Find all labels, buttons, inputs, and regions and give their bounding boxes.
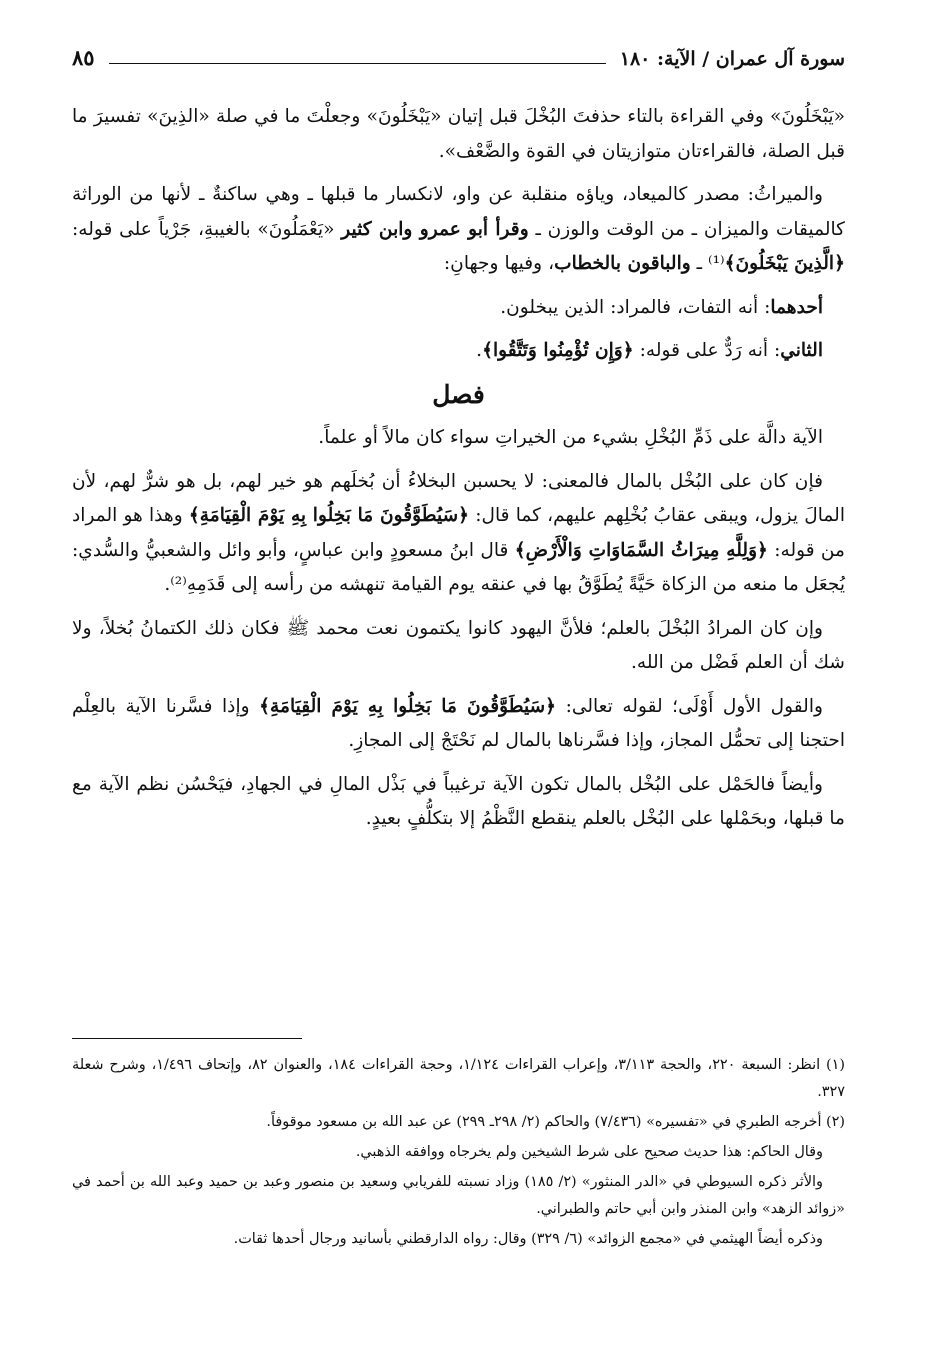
paragraph: [72, 178, 845, 282]
text: : أنه رَدٌّ على قوله:: [633, 340, 781, 361]
section-heading: فصل: [432, 379, 485, 409]
quran-quote: ﴿سَيُطَوَّقُونَ مَا بَخِلُوا بِهِ يَوْمَ الْقِيَامَةِ﴾: [259, 695, 557, 717]
footnote-2: (٢) أخرجه الطبري في «تفسيره» (٧/٤٣٦) والحاكم (٢/ ٢٩٨ـ ٢٩٩) عن عبد الله بن مسعود موقوفاً.: [266, 1114, 845, 1130]
text: ، وفيها وجهانِ:: [443, 253, 555, 274]
text: والميراثُ: مصدر كالميعاد، وياؤه منقلبة عن واو، لانكسار ما قبلها ـ وهي ساكنةٌ ـ لأنها من الوراثة كالميقات والميزان ـ من الوقت والوزن ـ: [72, 184, 846, 240]
paragraph: [72, 334, 845, 369]
bold-readers-rest: والباقون بالخطاب: [554, 253, 691, 274]
quran-quote: ﴿وَإِن تُؤْمِنُوا وَتَتَّقُوا﴾: [482, 340, 634, 361]
paragraph: [72, 100, 845, 169]
running-header: [72, 32, 845, 72]
text: الآية دالَّة على ذَمِّ البُخْلِ بشيء من الخيراتِ سواء كان مالاً أو علماً.: [318, 427, 823, 448]
footnote-ref: ⁽¹⁾ ـ: [690, 253, 725, 274]
text: : أنه التفات، فالمراد: الذين يبخلون.: [500, 296, 771, 318]
footnotes: [72, 1052, 845, 1256]
text: قال ابنُ مسعودٍ وابن عباسٍ، وأبو وائل والشعبيُّ والسُّدي: يُجعَل ما منعه من الزكاة حَيَّةً يُطَوَّقُ بها في عنقه يوم القيامة تنهشه من رأسه إلى قَدَمِهِ⁽²⁾.: [72, 539, 845, 595]
text: وأيضاً فالحَمْل على البُخْل بالمال تكون الآية ترغيباً في بَذْل المالِ في الجهادِ، فيَحْسُن نظم الآية مع ما قبلها، وبحَمْلها على البُخْل بالعلم ينقطع النَّظْمُ إلا بتكلُّفٍ بعيدٍ.: [72, 773, 845, 829]
text: وإن كان المرادُ البُخْلَ بالعلم؛ فلأنَّ اليهود كانوا يكتمون نعت محمد ﷺ فكان ذلك الكتمانُ بُخلاً، ولا شك أن العلم فَضْل من الله.: [72, 617, 845, 673]
page-number: ٨٥: [72, 45, 95, 70]
paragraph: [72, 465, 845, 603]
text: وهذا هو المراد من قوله:: [72, 505, 845, 561]
quran-quote: ﴿وَلِلَّهِ مِيرَاثُ السَّمَاوَاتِ وَالْأَرْضِ﴾: [514, 539, 768, 561]
footnote-2-note: وذكره أيضاً الهيثمي في «مجمع الزوائد» (٦/ ٣٢٩) وقال: رواه الدارقطني بأسانيد ورجال أحدها ثقات.: [233, 1231, 823, 1247]
text: والقول الأول أَوْلَى؛ لقوله تعالى:: [556, 695, 823, 717]
paragraph: [72, 612, 845, 681]
main-text: [72, 100, 845, 846]
quran-quote: ﴿سَيُطَوَّقُونَ مَا بَخِلُوا بِهِ يَوْمَ الْقِيَامَةِ﴾: [188, 505, 470, 526]
paragraph: [72, 291, 845, 326]
bold-reader-names: وقرأ أبو عمرو وابن كثير: [341, 218, 529, 240]
header-rule: [109, 63, 606, 64]
bold-label-second: الثاني: [780, 340, 823, 361]
text: وإذا فسَّرنا الآية بالعِلْم احتجنا إلى تحمُّل المجاز، وإذا فسَّرناها بالمال لم نَحْتَجْ إلى المجازِ.: [72, 695, 845, 751]
text: .: [476, 340, 483, 361]
paragraph: [72, 690, 845, 759]
text: فإن كان على البُخْل بالمال فالمعنى: لا يحسبن البخلاءُ أن بُخلَهم هو خير لهم، بل هو شرٌّ لهم، لأن المالَ يزول، ويبقى عقابُ بُخْلِهم عليهم، كما قال:: [72, 470, 845, 526]
footnote-2-note: وقال الحاكم: هذا حديث صحيح على شرط الشيخين ولم يخرجاه ووافقه الذهبي.: [355, 1144, 823, 1160]
quran-quote: ﴿الَّذِينَ يَبْخَلُونَ﴾: [724, 253, 845, 274]
surah-verse-title: سورة آل عمران / الآية: ١٨٠: [619, 48, 845, 70]
text: «يَبْخَلُونَ» وفي القراءة بالتاء حذفتَ البُخْلَ قبل إتيان «يَبْخَلُونَ» وجعلْتَ ما في صلة «الذِينَ» تفسيرَ ما قبل الصلة، فالقراءتان متوازيتان في القوة والضَّعْف».: [72, 106, 845, 162]
footnote-separator: [72, 1038, 302, 1039]
footnote-2-note: والأثر ذكره السيوطي في «الدر المنثور» (٢/ ١٨٥) وزاد نسبته للفريابي وسعيد بن منصور وعبد بن حميد وعبد الله بن أحمد في «زوائد الزهد» وابن المنذر وابن أبي حاتم والطبراني.: [72, 1174, 845, 1217]
paragraph: [72, 768, 845, 837]
footnote-1: (١) انظر: السبعة ٢٢٠، والحجة ٣/١١٣، وإعراب القراءات ١/١٢٤، وحجة القراءات ١٨٤، والعنوان ٨٢، وإتحاف ١/٤٩٦، وشرح شعلة ٣٢٧.: [72, 1057, 845, 1100]
paragraph: [72, 421, 845, 456]
text: «يَعْمَلُونَ» بالغيبةِ، جَرْياً على قوله:: [72, 218, 342, 240]
bold-label-first: أحدهما: [770, 296, 823, 318]
